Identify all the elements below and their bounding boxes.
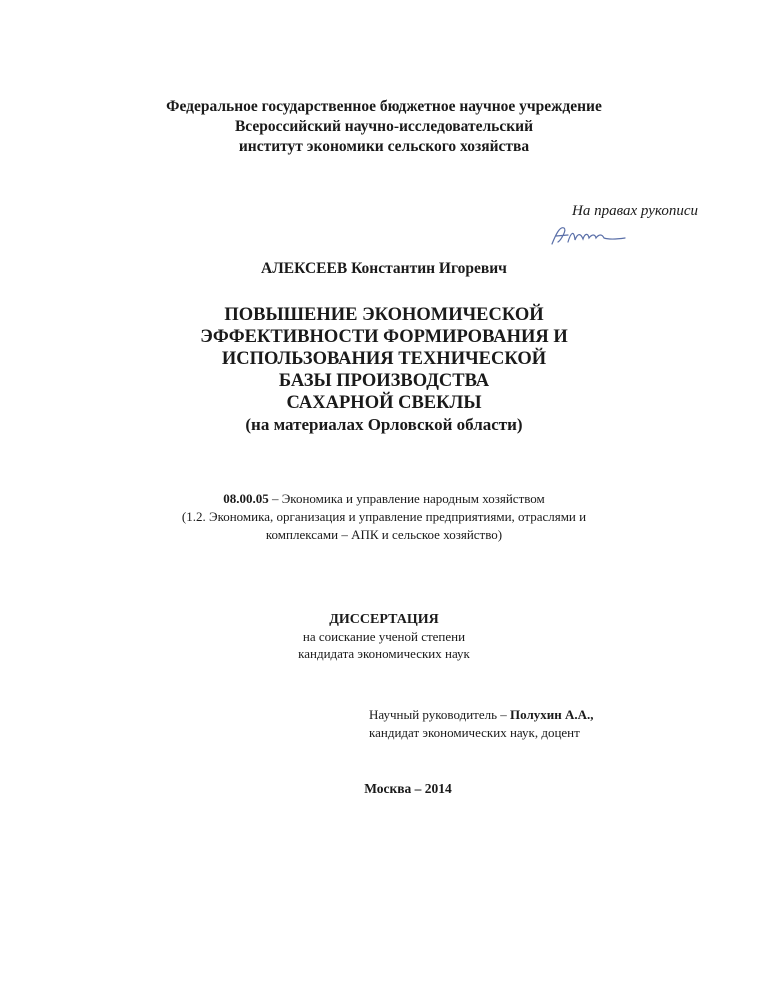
specialty-line-1 bbox=[0, 490, 768, 508]
title-line-4: БАЗЫ ПРОИЗВОДСТВА bbox=[278, 371, 490, 391]
specialty-code: 08.00.05 bbox=[223, 491, 269, 506]
specialty-line-3: комплексами – АПК и сельское хозяйство) bbox=[265, 527, 503, 542]
specialty-line-2: (1.2. Экономика, организация и управление предприятиями, отраслями и bbox=[181, 509, 587, 524]
handwritten-signature bbox=[548, 222, 628, 255]
specialty-name: – Экономика и управление народным хозяйством bbox=[268, 491, 545, 506]
title-line-1: ПОВЫШЕНИЕ ЭКОНОМИЧЕСКОЙ bbox=[224, 305, 544, 325]
institution-line-2: Всероссийский научно-исследовательский bbox=[234, 118, 534, 135]
institution-block bbox=[0, 97, 768, 157]
institution-line-1: Федеральное государственное бюджетное научное учреждение bbox=[166, 98, 602, 115]
title-subtitle: (на материалах Орловской области) bbox=[245, 415, 523, 434]
title-line-3: ИСПОЛЬЗОВАНИЯ ТЕХНИЧЕСКОЙ bbox=[221, 349, 547, 369]
supervisor-line-1 bbox=[369, 706, 594, 724]
title-line-2: ЭФФЕКТИВНОСТИ ФОРМИРОВАНИЯ И bbox=[200, 327, 568, 347]
degree-block bbox=[0, 611, 768, 662]
supervisor-name: Полухин А.А., bbox=[510, 707, 594, 722]
title-line-5: САХАРНОЙ СВЕКЛЫ bbox=[286, 393, 482, 413]
supervisor-block bbox=[369, 706, 594, 742]
degree-line-3: кандидата экономических наук bbox=[298, 646, 470, 661]
supervisor-line-2: кандидат экономических наук, доцент bbox=[369, 725, 580, 740]
manuscript-note: На правах рукописи bbox=[572, 203, 698, 219]
degree-line-2: на соискание ученой степени bbox=[302, 629, 466, 644]
dissertation-title bbox=[0, 304, 768, 436]
degree-heading: ДИССЕРТАЦИЯ bbox=[329, 612, 439, 627]
specialty-block bbox=[0, 490, 768, 544]
city-year: Москва – 2014 bbox=[364, 781, 452, 796]
author-name: АЛЕКСЕЕВ Константин Игоревич bbox=[261, 260, 507, 277]
supervisor-prefix: Научный руководитель – bbox=[369, 707, 511, 722]
institution-line-3: институт экономики сельского хозяйства bbox=[238, 138, 530, 155]
